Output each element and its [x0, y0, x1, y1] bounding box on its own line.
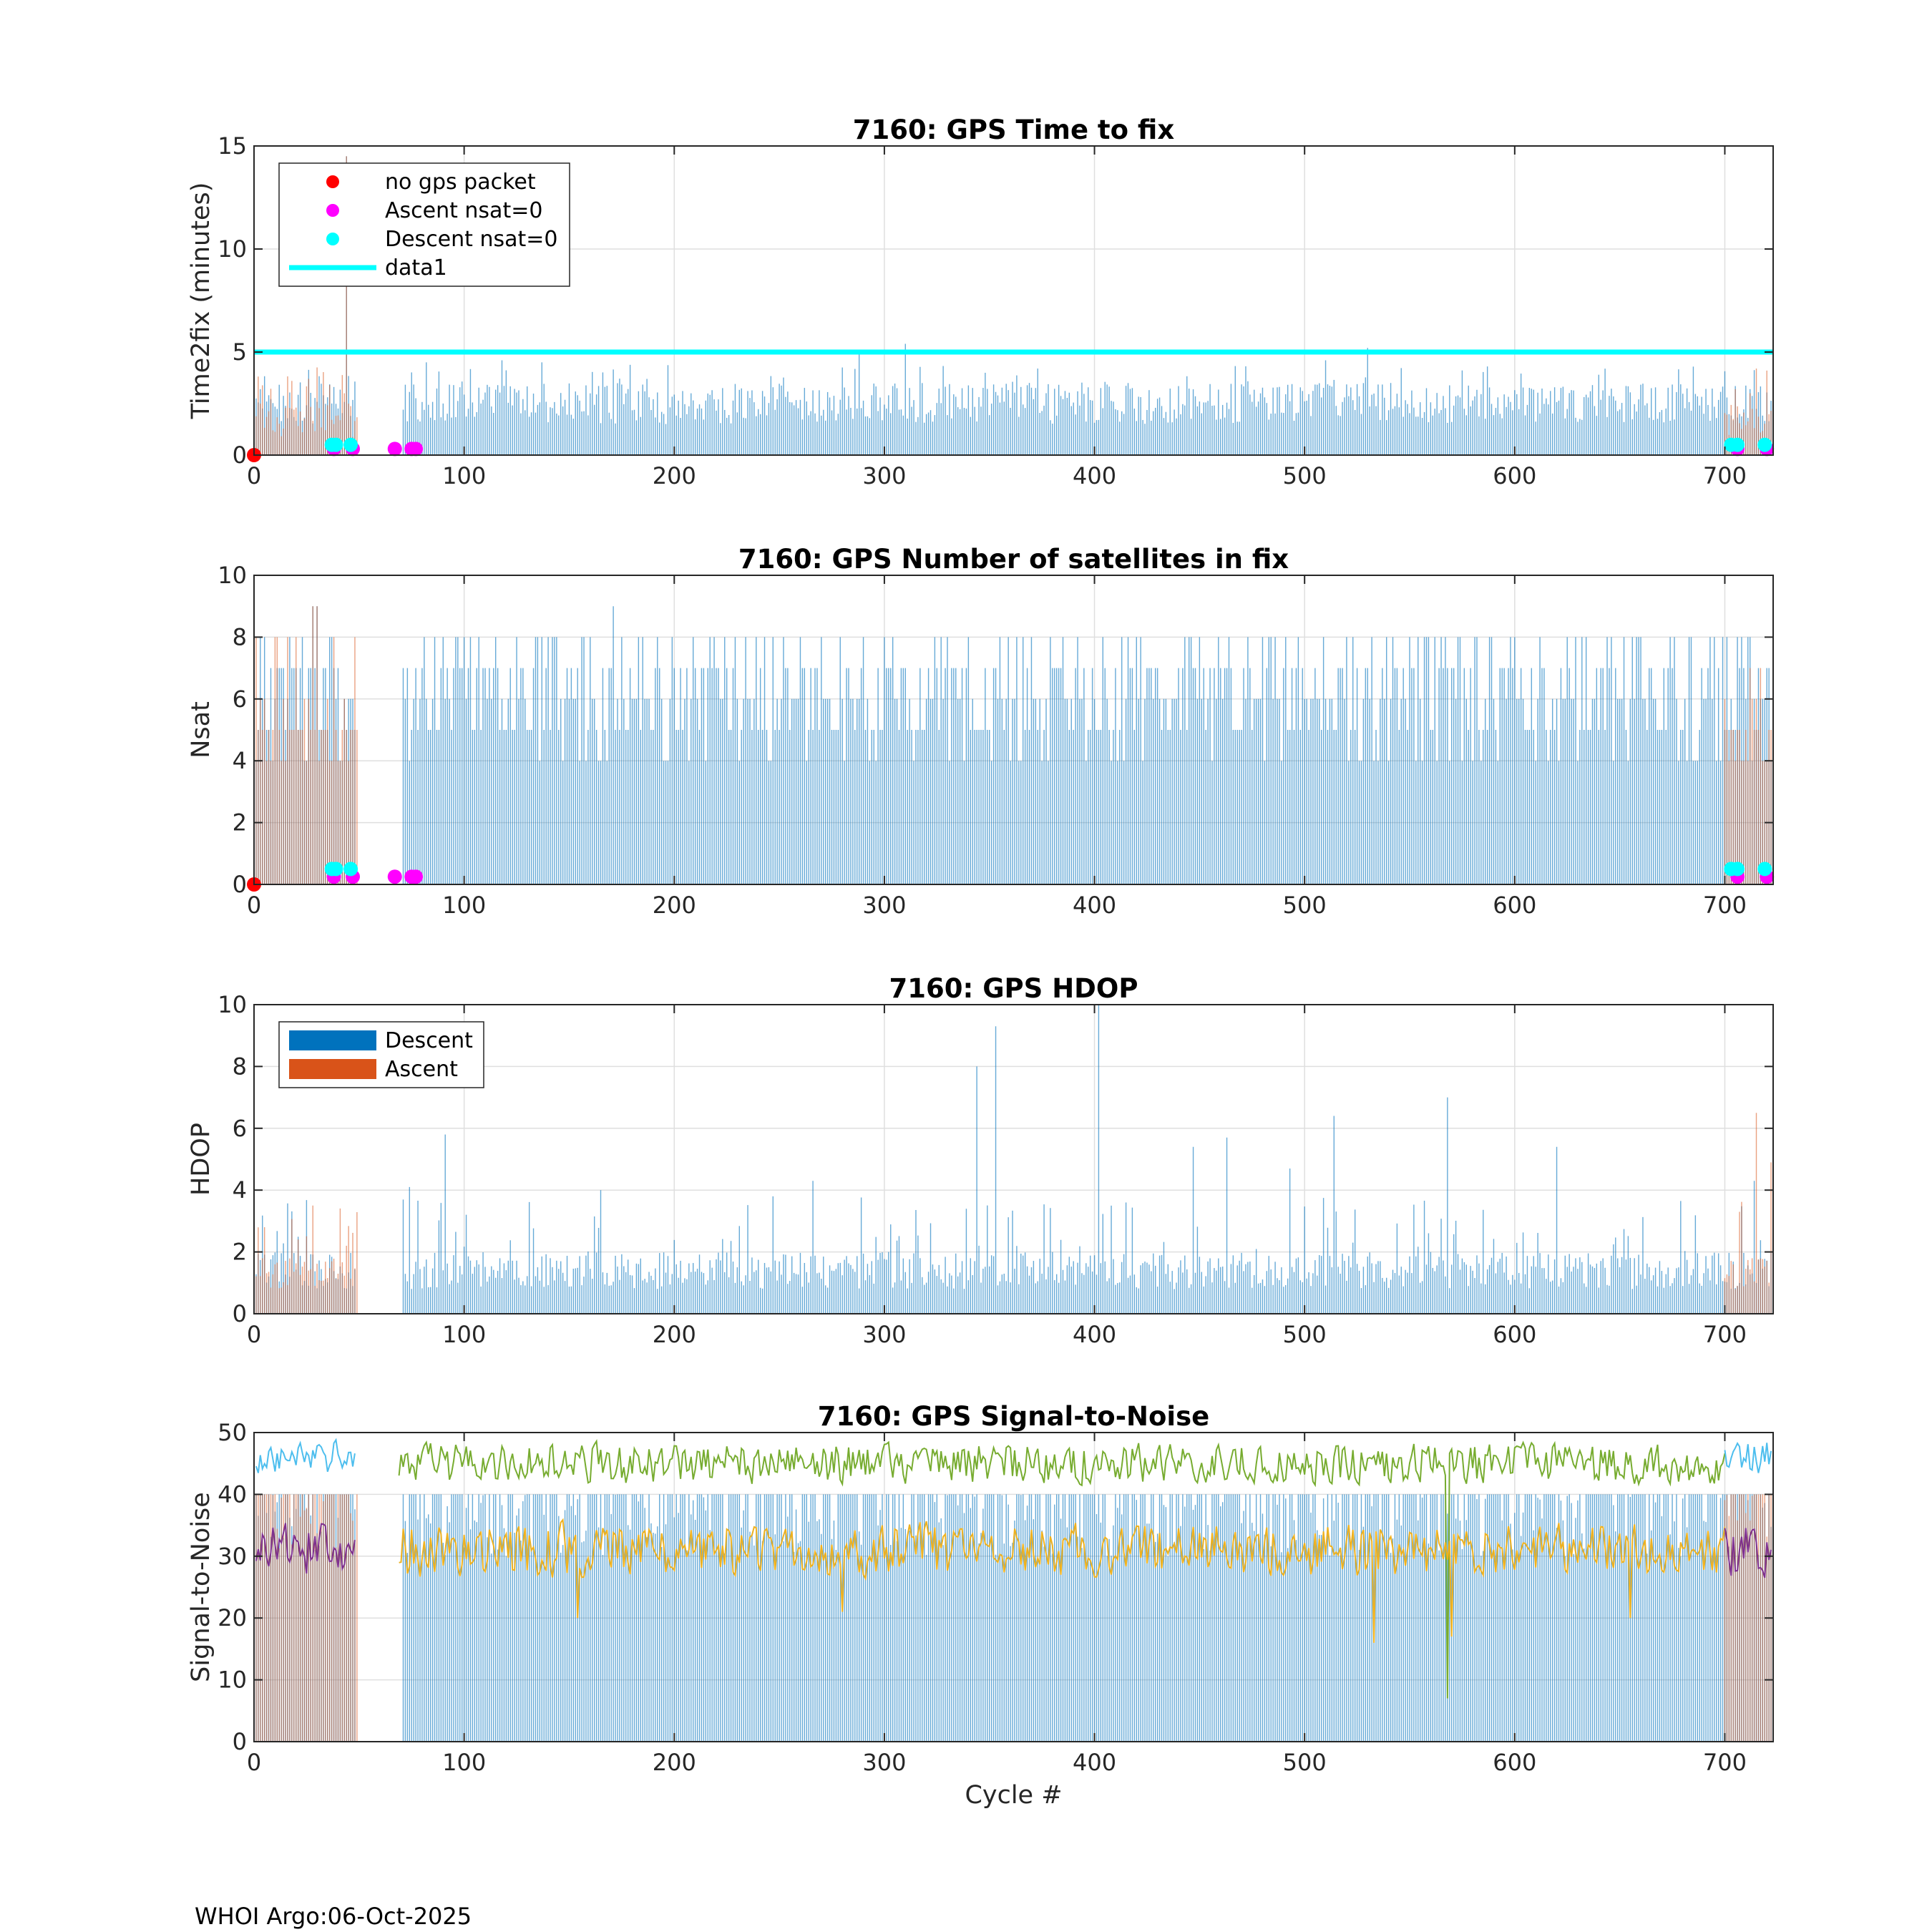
y-axis-label: Time2fix (minutes) [187, 182, 215, 419]
x-tick-label: 100 [442, 892, 487, 919]
y-tick-label: 10 [218, 991, 247, 1018]
legend [279, 1022, 484, 1088]
y-tick-label: 4 [232, 1176, 247, 1204]
y-tick-label: 0 [232, 1300, 247, 1327]
x-tick-label: 500 [1282, 1749, 1327, 1776]
x-tick-label: 600 [1493, 892, 1537, 919]
y-tick-label: 5 [232, 338, 247, 366]
x-tick-label: 0 [246, 462, 262, 489]
marker-point [1730, 438, 1745, 452]
x-tick-label: 600 [1493, 1321, 1537, 1348]
x-tick-label: 0 [246, 892, 262, 919]
x-tick-label: 700 [1702, 462, 1747, 489]
plot-area [254, 575, 1773, 884]
y-tick-label: 50 [218, 1419, 247, 1446]
y-tick-label: 15 [218, 132, 247, 160]
x-tick-label: 400 [1073, 892, 1117, 919]
x-axis-label: Cycle # [965, 1781, 1063, 1810]
y-tick-label: 40 [218, 1480, 247, 1508]
chart-title: 7160: GPS Signal-to-Noise [817, 1401, 1210, 1432]
x-tick-label: 300 [862, 1321, 907, 1348]
chart-title: 7160: GPS HDOP [889, 973, 1138, 1004]
x-tick-label: 100 [442, 1749, 487, 1776]
x-tick-label: 200 [652, 892, 696, 919]
y-tick-label: 4 [232, 747, 247, 775]
legend-swatch [289, 1030, 376, 1050]
chart-title: 7160: GPS Number of satellites in fix [738, 544, 1289, 575]
marker-point [1730, 862, 1745, 876]
legend [279, 163, 570, 286]
x-tick-label: 600 [1493, 462, 1537, 489]
legend-marker [326, 204, 339, 217]
chart-title: 7160: GPS Time to fix [852, 114, 1175, 145]
footer-text: WHOI Argo:06-Oct-2025 [195, 1903, 472, 1930]
y-tick-label: 2 [232, 809, 247, 836]
x-tick-label: 600 [1493, 1749, 1537, 1776]
y-axis-label: Nsat [187, 701, 215, 758]
y-tick-label: 8 [232, 623, 247, 651]
panel-2 [187, 544, 1774, 919]
marker-point [343, 438, 358, 452]
x-tick-label: 100 [442, 462, 487, 489]
x-tick-label: 500 [1282, 462, 1327, 489]
y-tick-label: 8 [232, 1053, 247, 1080]
x-tick-label: 100 [442, 1321, 487, 1348]
legend-label: Descent nsat=0 [385, 227, 558, 252]
legend-label: no gps packet [385, 170, 536, 195]
panel-1 [187, 114, 1774, 489]
y-tick-label: 10 [218, 235, 247, 263]
x-tick-label: 400 [1073, 1749, 1117, 1776]
y-tick-label: 0 [232, 441, 247, 469]
marker-point [329, 862, 343, 876]
y-tick-label: 0 [232, 1728, 247, 1755]
marker-point [1757, 438, 1772, 452]
legend-marker [326, 233, 339, 245]
legend-label: Ascent nsat=0 [385, 198, 543, 223]
panel-3 [187, 973, 1773, 1348]
marker-point [409, 441, 423, 456]
y-tick-label: 0 [232, 871, 247, 898]
x-tick-label: 300 [862, 1749, 907, 1776]
x-tick-label: 200 [652, 462, 696, 489]
marker-point [1757, 862, 1772, 876]
panel-4 [187, 1401, 1773, 1810]
x-tick-label: 400 [1073, 462, 1117, 489]
x-tick-label: 0 [246, 1321, 262, 1348]
y-axis-label: HDOP [187, 1123, 215, 1196]
x-tick-label: 500 [1282, 892, 1327, 919]
legend-swatch [289, 1059, 376, 1079]
plot-area [254, 1433, 1773, 1742]
x-tick-label: 400 [1073, 1321, 1117, 1348]
marker-point [343, 862, 358, 876]
x-tick-label: 0 [246, 1749, 262, 1776]
y-tick-label: 6 [232, 685, 247, 713]
marker-point [388, 441, 402, 456]
y-tick-label: 6 [232, 1114, 247, 1142]
legend-item [289, 1057, 458, 1082]
x-tick-label: 500 [1282, 1321, 1327, 1348]
x-tick-label: 200 [652, 1749, 696, 1776]
legend-label: Descent [385, 1028, 473, 1053]
x-tick-label: 700 [1702, 1749, 1747, 1776]
y-axis-label: Signal-to-Noise [187, 1492, 215, 1682]
y-tick-label: 10 [218, 562, 247, 589]
legend-label: data1 [385, 255, 447, 280]
x-tick-label: 300 [862, 462, 907, 489]
marker-point [409, 869, 423, 884]
x-tick-label: 300 [862, 892, 907, 919]
legend-marker [326, 175, 339, 188]
x-tick-label: 700 [1702, 892, 1747, 919]
marker-point [329, 438, 343, 452]
y-tick-label: 30 [218, 1542, 247, 1570]
x-tick-label: 700 [1702, 1321, 1747, 1348]
legend-label: Ascent [385, 1057, 458, 1082]
y-tick-label: 20 [218, 1604, 247, 1632]
marker-point [388, 869, 402, 884]
y-tick-label: 10 [218, 1666, 247, 1694]
y-tick-label: 2 [232, 1238, 247, 1266]
x-tick-label: 200 [652, 1321, 696, 1348]
